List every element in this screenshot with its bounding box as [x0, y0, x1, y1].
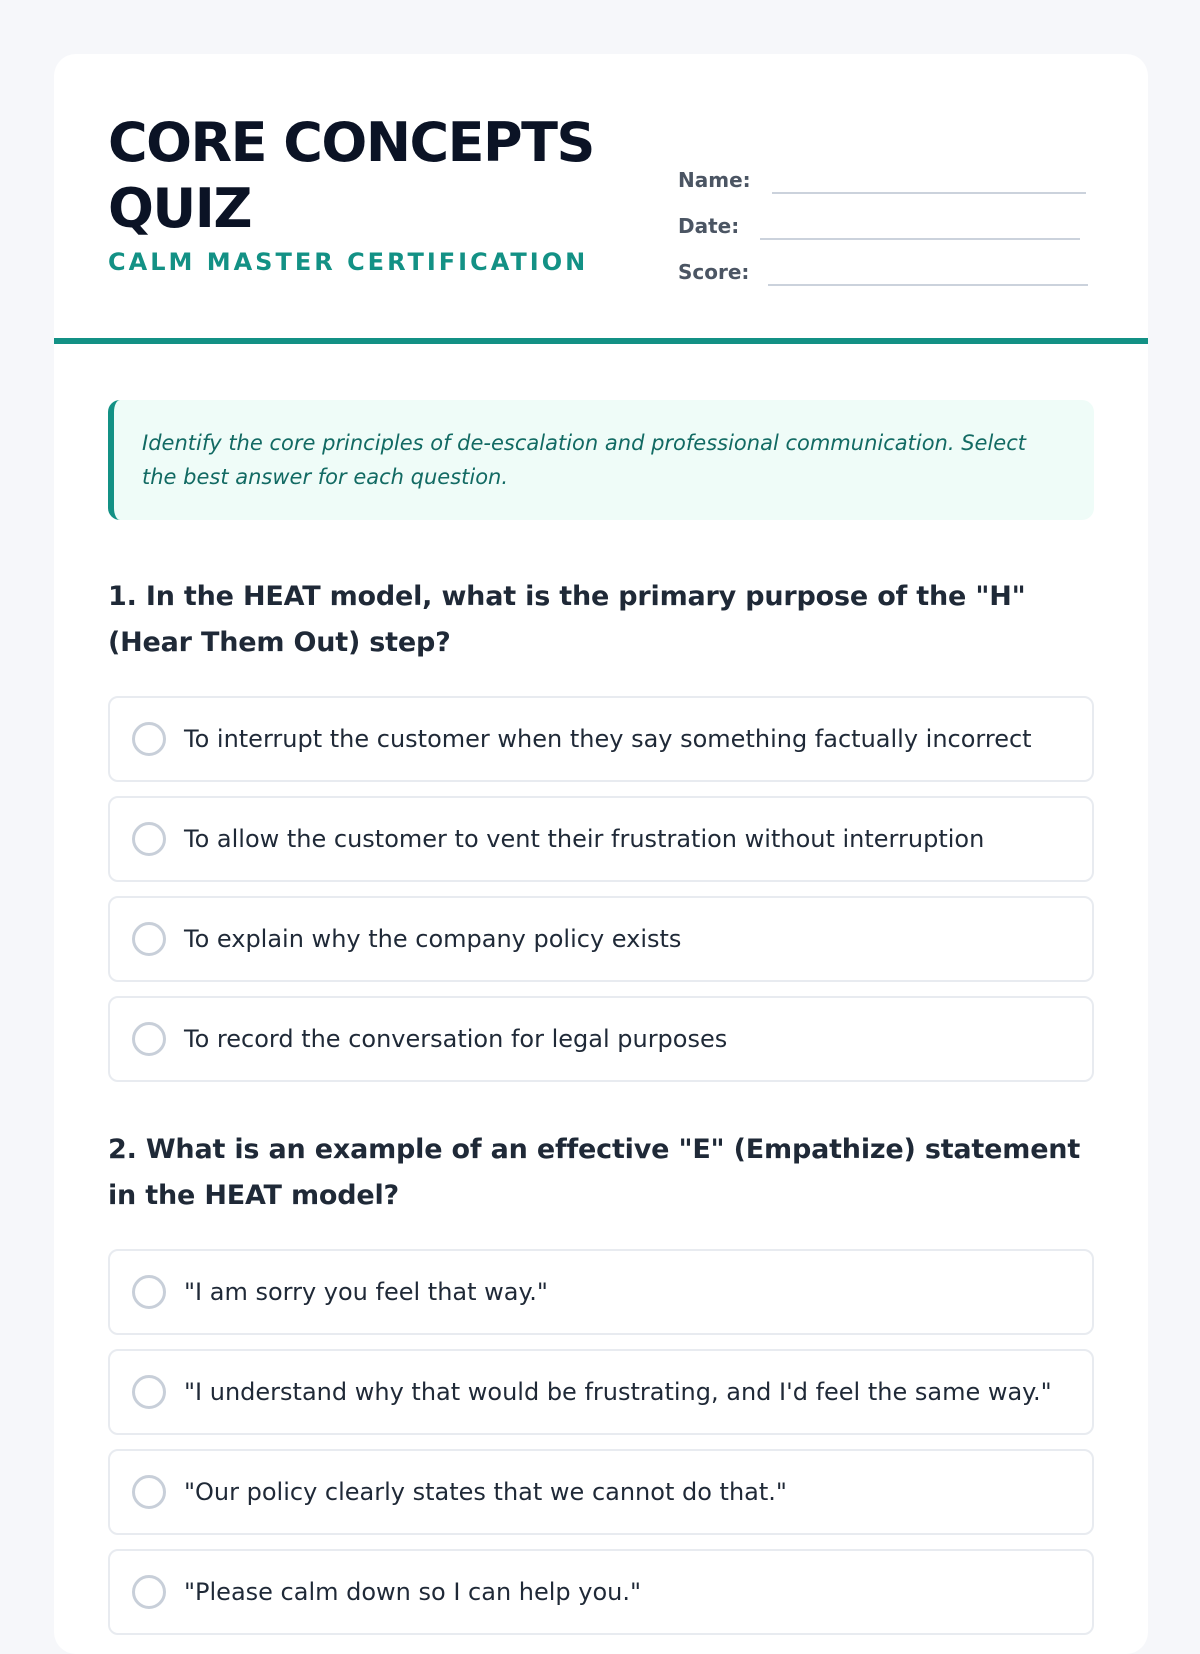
option-label: To interrupt the customer when they say something factually incorrect: [184, 725, 1032, 753]
radio-button[interactable]: [132, 722, 166, 756]
name-line[interactable]: [772, 192, 1086, 194]
name-label: Name:: [678, 168, 751, 192]
radio-button[interactable]: [132, 1275, 166, 1309]
score-label: Score:: [678, 260, 750, 284]
name-field[interactable]: [678, 164, 1098, 194]
option-label: To record the conversation for legal purposes: [184, 1025, 728, 1053]
question-1: [108, 574, 1094, 1096]
option-label: "I understand why that would be frustrating, and I'd feel the same way.": [184, 1378, 1052, 1406]
answer-option[interactable]: [108, 796, 1094, 882]
date-field[interactable]: [678, 210, 1098, 240]
radio-button[interactable]: [132, 1575, 166, 1609]
answer-option[interactable]: [108, 896, 1094, 982]
radio-button[interactable]: [132, 822, 166, 856]
option-label: "Please calm down so I can help you.": [184, 1578, 642, 1606]
option-label: "Our policy clearly states that we cannot do that.": [184, 1478, 787, 1506]
answer-option[interactable]: [108, 1449, 1094, 1535]
question-2: [108, 1127, 1094, 1649]
answer-option[interactable]: [108, 996, 1094, 1082]
answer-option[interactable]: [108, 1349, 1094, 1435]
page-subtitle: CALM MASTER CERTIFICATION: [108, 248, 589, 276]
instructions-callout: Identify the core principles of de-escalation and professional communication. Select the best answer for each question.: [108, 400, 1094, 520]
quiz-card: [54, 54, 1148, 1654]
radio-button[interactable]: [132, 1475, 166, 1509]
date-label: Date:: [678, 214, 740, 238]
option-label: To explain why the company policy exists: [184, 925, 682, 953]
question-text: 2. What is an example of an effective "E" (Empathize) statement in the HEAT model?: [108, 1134, 1081, 1211]
radio-button[interactable]: [132, 1022, 166, 1056]
radio-button[interactable]: [132, 1375, 166, 1409]
answer-option[interactable]: [108, 1549, 1094, 1635]
score-line[interactable]: [768, 284, 1088, 286]
quiz-header: [54, 54, 1148, 344]
answer-option[interactable]: [108, 1249, 1094, 1335]
option-label: "I am sorry you feel that way.": [184, 1278, 548, 1306]
date-line[interactable]: [760, 238, 1080, 240]
page-title: CORE CONCEPTS QUIZ: [108, 111, 594, 240]
question-text: 1. In the HEAT model, what is the primary purpose of the "H" (Hear Them Out) step?: [108, 581, 1026, 658]
option-label: To allow the customer to vent their frustration without interruption: [184, 825, 985, 853]
score-field[interactable]: [678, 256, 1098, 286]
radio-button[interactable]: [132, 922, 166, 956]
answer-option[interactable]: [108, 696, 1094, 782]
